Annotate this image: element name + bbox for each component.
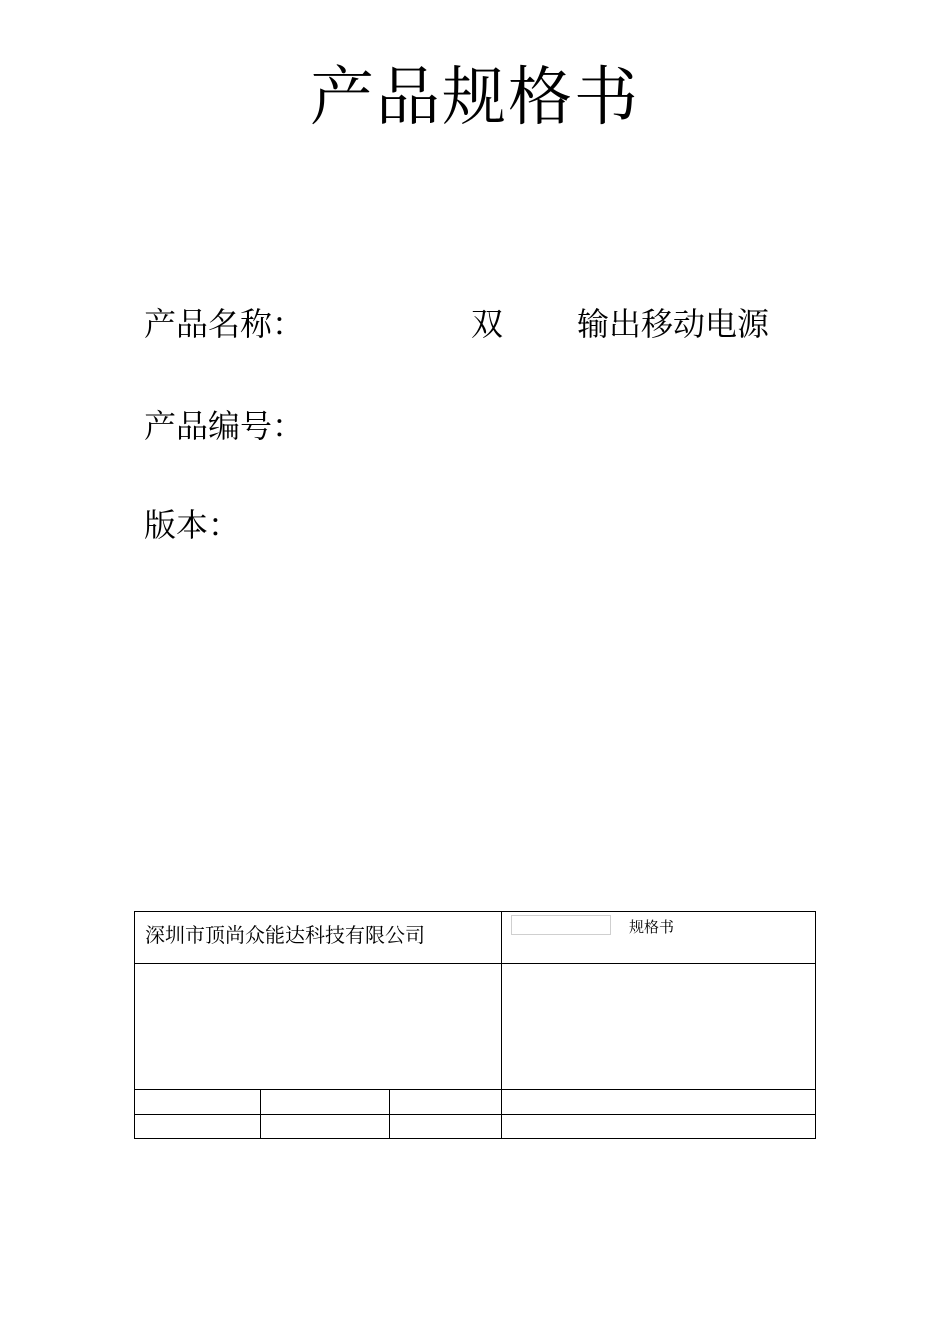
product-name-label: 产品名称： [144, 305, 305, 343]
table-row-divider [135, 1089, 815, 1090]
doc-type-label: 规格书 [629, 918, 675, 936]
product-name-value-part2: 输出移动电源 [577, 305, 770, 343]
table-column-divider [389, 1089, 390, 1139]
document-title: 产品规格书 [310, 61, 640, 135]
table-column-divider [260, 1089, 261, 1139]
product-code-label: 产品编号： [144, 407, 305, 445]
company-name: 深圳市顶尚众能达科技有限公司 [145, 923, 425, 947]
table-cell-empty [135, 964, 501, 1089]
table-cell-empty [502, 964, 816, 1089]
table-row-divider [135, 1114, 815, 1115]
version-label: 版本： [144, 506, 241, 544]
doc-number-field [511, 915, 611, 935]
product-name-value-part1: 双 [471, 305, 504, 343]
title-block-table [134, 911, 816, 1139]
